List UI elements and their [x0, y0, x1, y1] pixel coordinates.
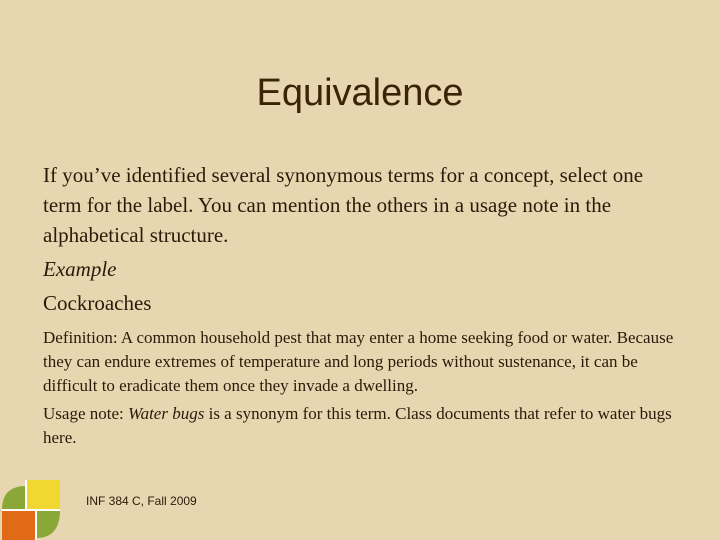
definition-text: Definition: A common household pest that may enter a home seeking food or water. Because they can endure extremes of temperature and long periods without sustenance, it can be difficult to eradicate them once they invade a dwelling. — [43, 328, 674, 395]
usage-note-prefix: Usage note: — [43, 404, 128, 423]
usage-note-suffix: is a synonym for this term. Class documents that refer to water bugs here. — [43, 404, 672, 447]
logo-yellow-square — [26, 480, 60, 510]
usage-note-term: Water bugs — [127, 404, 205, 423]
logo-orange-square — [2, 510, 36, 540]
intro-paragraph: If you’ve identified several synonymous terms for a concept, select one term for the label. You can mention the others in a usage note in the alphabetical structure. — [43, 163, 644, 247]
logo-green-leaf — [2, 486, 26, 510]
slide-body — [43, 160, 683, 454]
slide-title: Equivalence — [256, 72, 464, 114]
example-term: Cockroaches — [43, 291, 152, 315]
usage-note — [43, 402, 683, 450]
example-label: Example — [43, 257, 117, 281]
footer-course-label: INF 384 C, Fall 2009 — [86, 494, 197, 508]
logo-green-quarter — [36, 510, 60, 538]
slide-logo-icon — [0, 480, 64, 540]
